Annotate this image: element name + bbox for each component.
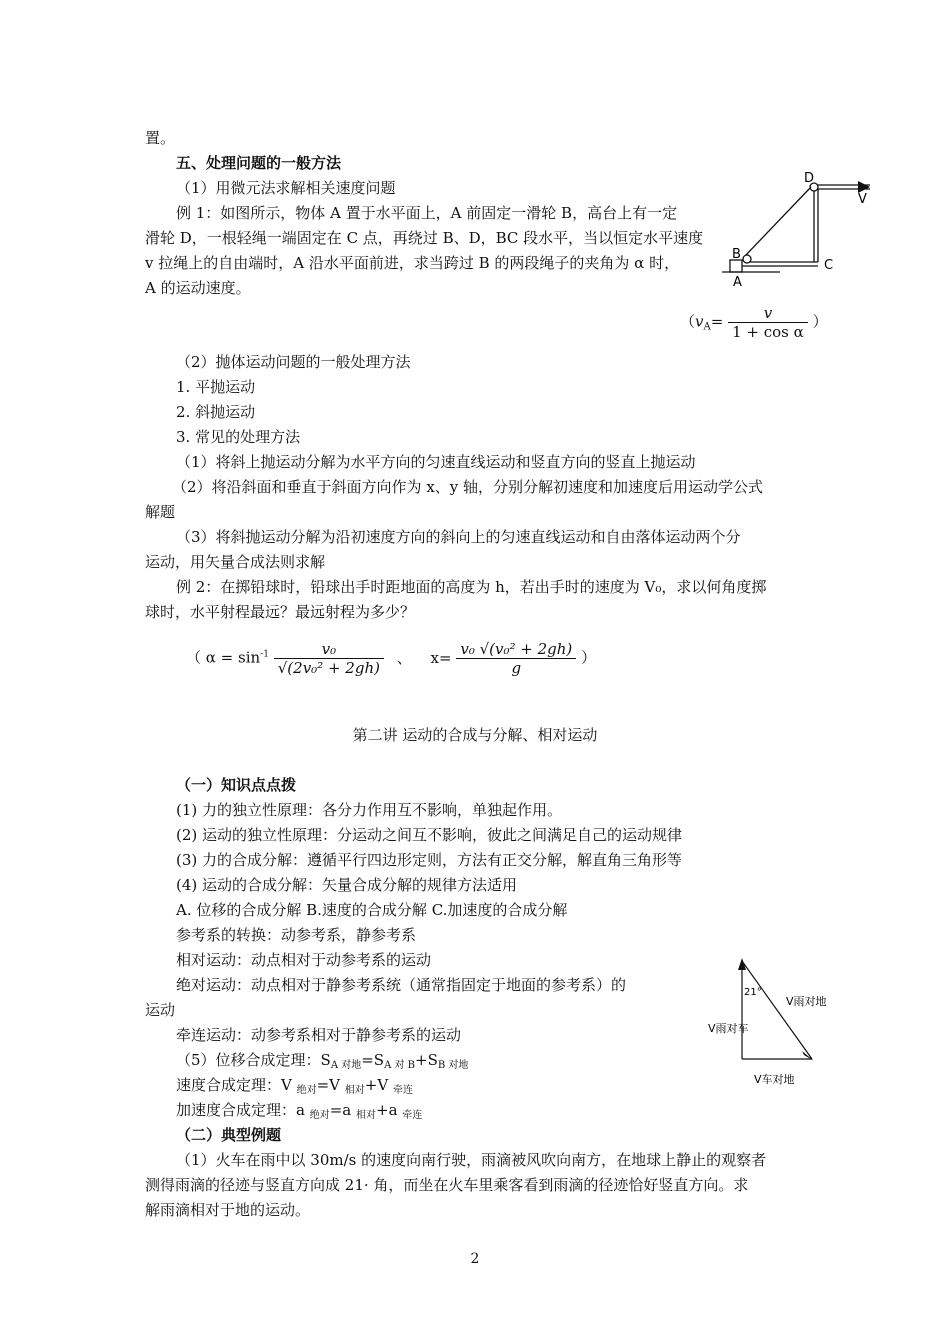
- subsection-heading: （2）抛体运动问题的一般处理方法: [176, 353, 411, 371]
- text-line: 置。: [145, 129, 176, 147]
- subscript: A 对地: [330, 1060, 362, 1071]
- label-rain-train: V雨对车: [708, 1022, 749, 1035]
- angle-label: 21°: [744, 987, 762, 998]
- theorem-text: 速度合成定理：V: [176, 1076, 297, 1094]
- example-line: （1）火车在雨中以 30m/s 的速度向南行驶，雨滴被风吹向南方，在地球上静止的观察者: [176, 1151, 767, 1169]
- fraction-denominator: g: [511, 659, 522, 677]
- theorem-text: =V: [316, 1076, 345, 1094]
- label-train-ground: V车对地: [754, 1073, 795, 1086]
- theorem-text: 加速度合成定理：a: [176, 1101, 310, 1119]
- asin-sup: -1: [260, 649, 269, 660]
- list-item: 2. 斜抛运动: [176, 403, 256, 421]
- asin: sin: [238, 648, 261, 667]
- point-line: 运动: [145, 1001, 176, 1019]
- method-line: 解题: [145, 503, 176, 521]
- example-line: 滑轮 D，一根轻绳一端固定在 C 点，再绕过 B、D，BC 段水平，当以恒定水平速度: [145, 229, 704, 247]
- theorem-line: [176, 1100, 422, 1126]
- theorem-text: +V: [364, 1076, 393, 1094]
- method-line: 运动，用矢量合成法则求解: [145, 553, 326, 571]
- label-A: A: [733, 275, 742, 290]
- fraction: [728, 304, 808, 341]
- example-line: 球时，水平射程最远？最远射程为多少？: [145, 603, 416, 621]
- fraction-denominator: 1 + cos α: [732, 323, 804, 341]
- list-item: 3. 常见的处理方法: [176, 428, 301, 446]
- theorem-text: +S: [415, 1051, 438, 1069]
- theorem-text: =S: [361, 1051, 385, 1069]
- method-line: （1）将斜上抛运动分解为水平方向的匀速直线运动和竖直方向的竖直上抛运动: [176, 453, 696, 471]
- theorem-text: +a: [376, 1101, 403, 1119]
- page-number: 2: [470, 1251, 480, 1267]
- answer-formula: [680, 304, 828, 341]
- point-line: (4) 运动的合成分解：矢量合成分解的规律方法适用: [176, 876, 518, 894]
- subscript: 牵连: [392, 1085, 413, 1096]
- point-line: 参考系的转换：动参考系，静参考系: [176, 926, 417, 944]
- fraction-numerator: v₀: [274, 640, 384, 659]
- fraction-numerator: v₀ √(v₀² + 2gh): [456, 640, 576, 659]
- point-line: 牵连运动：动参考系相对于静参考系的运动: [176, 1026, 462, 1044]
- subscript: B 对地: [437, 1060, 469, 1071]
- subscript: 相对: [344, 1085, 365, 1096]
- subscript: A 对 B: [384, 1060, 416, 1071]
- formula-lhs: v: [695, 312, 704, 331]
- label-V: V: [858, 192, 867, 207]
- formula-eq: =: [710, 312, 724, 331]
- formula-open: （ α =: [186, 648, 234, 667]
- example-line: 例 2：在掷铅球时，铅球出手时距地面的高度为 h，若出手时的速度为 V₀，求以何角度掷: [176, 578, 767, 596]
- separator: 、: [396, 648, 412, 667]
- velocity-triangle: [700, 955, 850, 1090]
- theorem-text: （5）位移合成定理：S: [176, 1051, 331, 1069]
- section-heading: 五、处理问题的一般方法: [176, 154, 342, 172]
- example-line: v 拉绳上的自由端时，A 沿水平面前进，求当跨过 B 的两段绳子的夹角为 α 时，: [145, 254, 680, 272]
- fraction-numerator: v: [728, 304, 808, 323]
- subscript: 牵连: [402, 1110, 423, 1121]
- paren-open: （: [680, 312, 696, 331]
- example-line: 例 1：如图所示，物体 A 置于水平面上，A 前固定一滑轮 B，高台上有一定: [176, 204, 678, 222]
- formula-lhs-sub: A: [703, 321, 711, 333]
- label-rain-ground: V雨对地: [786, 995, 827, 1008]
- example-line: 解雨滴相对于地的运动。: [145, 1201, 311, 1219]
- subscript: 绝对: [296, 1085, 317, 1096]
- label-D: D: [804, 171, 815, 186]
- fraction-denominator: √(2v₀² + 2gh): [277, 659, 380, 677]
- section-heading: （一）知识点点拨: [176, 776, 297, 794]
- point-line: (3) 力的合成分解：遵循平行四边形定则，方法有正交分解，解直角三角形等: [176, 851, 683, 869]
- label-C: C: [824, 258, 834, 273]
- answer-formula: [186, 640, 596, 677]
- theorem-text: =a: [329, 1101, 356, 1119]
- point-line: 相对运动：动点相对于动参考系的运动: [176, 951, 432, 969]
- method-line: （3）将斜抛运动分解为沿初速度方向的斜向上的匀速直线运动和自由落体运动两个分: [176, 528, 741, 546]
- theorem-line: [176, 1050, 468, 1076]
- point-line: 绝对运动：动点相对于静参考系统（通常指固定于地面的参考系）的: [176, 976, 627, 994]
- formula-close: ）: [581, 648, 597, 667]
- x-label: x=: [430, 648, 452, 667]
- subscript: 绝对: [309, 1110, 330, 1121]
- method-line: （2）将沿斜面和垂直于斜面方向作为 x、y 轴，分别分解初速度和加速度后用运动学公式: [172, 478, 764, 496]
- point-line: (1) 力的独立性原理：各分力作用互不影响，单独起作用。: [176, 801, 563, 819]
- label-B: B: [732, 247, 741, 262]
- lecture-title: 第二讲 运动的合成与分解、相对运动: [352, 726, 598, 744]
- point-line: (2) 运动的独立性原理：分运动之间互不影响，彼此之间满足自己的运动规律: [176, 826, 683, 844]
- example-line: 测得雨滴的径迹与竖直方向成 21· 角，而坐在火车里乘客看到雨滴的径迹恰好竖直方向。求: [145, 1176, 749, 1194]
- fraction: [274, 640, 384, 677]
- paren-close: ）: [812, 312, 828, 331]
- list-item: 1. 平抛运动: [176, 378, 256, 396]
- pulley-diagram: [720, 170, 880, 290]
- fraction: [456, 640, 576, 677]
- example-line: A 的运动速度。: [145, 279, 251, 297]
- section-heading: （二）典型例题: [176, 1126, 282, 1144]
- subscript: 相对: [356, 1110, 376, 1121]
- subsection-heading: （1）用微元法求解相关速度问题: [176, 179, 396, 197]
- point-line: A. 位移的合成分解 B.速度的合成分解 C.加速度的合成分解: [176, 901, 568, 919]
- theorem-line: [176, 1075, 413, 1101]
